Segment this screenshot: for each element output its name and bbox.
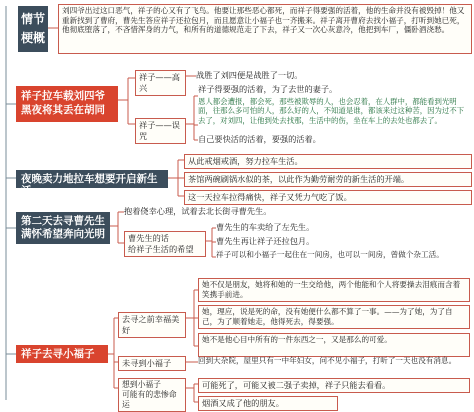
before-seek-note-1: 她不仅是朋友，她将和她的一生交给他，两个他能和个人将要操去泪痕而含着笑携手前进。 [198, 278, 470, 302]
branch-seek-fuzi-title: 祥子去寻小福子 [16, 345, 108, 363]
xiangzi-happy-note: 战胜了刘四便是战胜了一切。 [196, 70, 303, 80]
cao-words-note-2: 曹先生再让祥子还拉包月。 [216, 236, 315, 246]
cao-words-label: 曹先生的话 给祥子生活的希望 [124, 231, 206, 257]
branch-plot-summary-title: 情节梗概 [18, 6, 48, 52]
branch-new-life-title: 夜晚卖力地拉车想要开启新生活 [16, 170, 168, 188]
not-found-label: 未寻到小福子 [118, 356, 186, 371]
xiangzi-curse-label: 祥子——误咒 [135, 118, 186, 144]
branch-seek-cao-title: 第二天去寻曹先生满怀希望奔向光明 [16, 212, 110, 244]
tragic-fate-note-1: 可能死了，可能又被二强子卖掉，祥子只能去看看。 [198, 378, 470, 393]
cao-words-note-1: 曹先生的车卖给了左先生。 [216, 222, 315, 232]
new-life-note-2: 茶馆两碗刷锅水似的茶，以此作为勤劳耐劳的新生活的开端。 [184, 172, 472, 187]
cao-words-note-3: 祥子可以和小福子一起住在一间房，也可以一间房，曾做个杂工活。 [216, 250, 444, 259]
new-life-note-1: 从此戒烟戒酒，努力拉车生活。 [184, 154, 472, 169]
tragic-fate-label: 想到小福子 可能有的悲惨命运 [118, 378, 186, 412]
xiangzi-happy-label: 祥子——高兴 [135, 70, 186, 96]
plot-summary-text: 刘四爷出过这口恶气，祥子的心又有了飞鸟。他要让那些恶心都死，而祥子得要强的活着，他的生命并没有被毁掉！他又重新找到了曹府，曹先生答应祥子还拉包月，而且愿意让小福子也一齐搬来。祥子离开曹府去找小福子，打听到她已死，他彻底堕落了，不吝惜浑身的力气，和所有的道德规范走了下去，祥子又一次心灰意冷，他把到车厂，僵卧酒浇愁。 [58, 4, 472, 54]
tragic-fate-note-2: 烟酒又成了他的朋友。 [198, 396, 338, 411]
branch-drop-liu-title: 祥子拉车载刘四爷黑夜将其丢在胡同 [16, 86, 118, 122]
xiangzi-curse-note-1: 祥子得要强的活着，为了去世的妻子。 [198, 84, 338, 94]
not-found-note: 回到大杂院，屋里只有一中年妇女，问不见小福子，打听了一天也没有消息。 [198, 356, 457, 365]
before-seek-note-2: 她，理应，说是死的命，没有她便什么都不算了一事。——为了她，为了自己，为了顺着她走，他得死去，得要强。 [198, 305, 470, 329]
xiangzi-curse-note-2: 恩人都会遭报，都会死，那些被欺辱的人，也会忍着，在人群中，都能看到光明面，往那么多可怕的人，那么好的人，不知道是谁，都该来过这种苦，因为过不下去了，对刘四，让他到处去找那，生活中的伤，坐在车上的去处也都去了。 [198, 97, 465, 125]
new-life-note-3: 这一天拉车拉得痛快，祥子又凭力气吃了饭。 [184, 190, 472, 205]
before-seek-note-3: 她不是他心目中所有的一件东西之一，又是那么的可爱。 [198, 333, 470, 357]
before-seek-label: 去寻之前幸福美好 [118, 312, 186, 338]
seek-cao-note-top: 抱着侥幸心理，试着去北长街寻曹先生。 [124, 206, 272, 216]
xiangzi-curse-note-3: 自己要快活的活着，要强的活着。 [198, 134, 321, 144]
